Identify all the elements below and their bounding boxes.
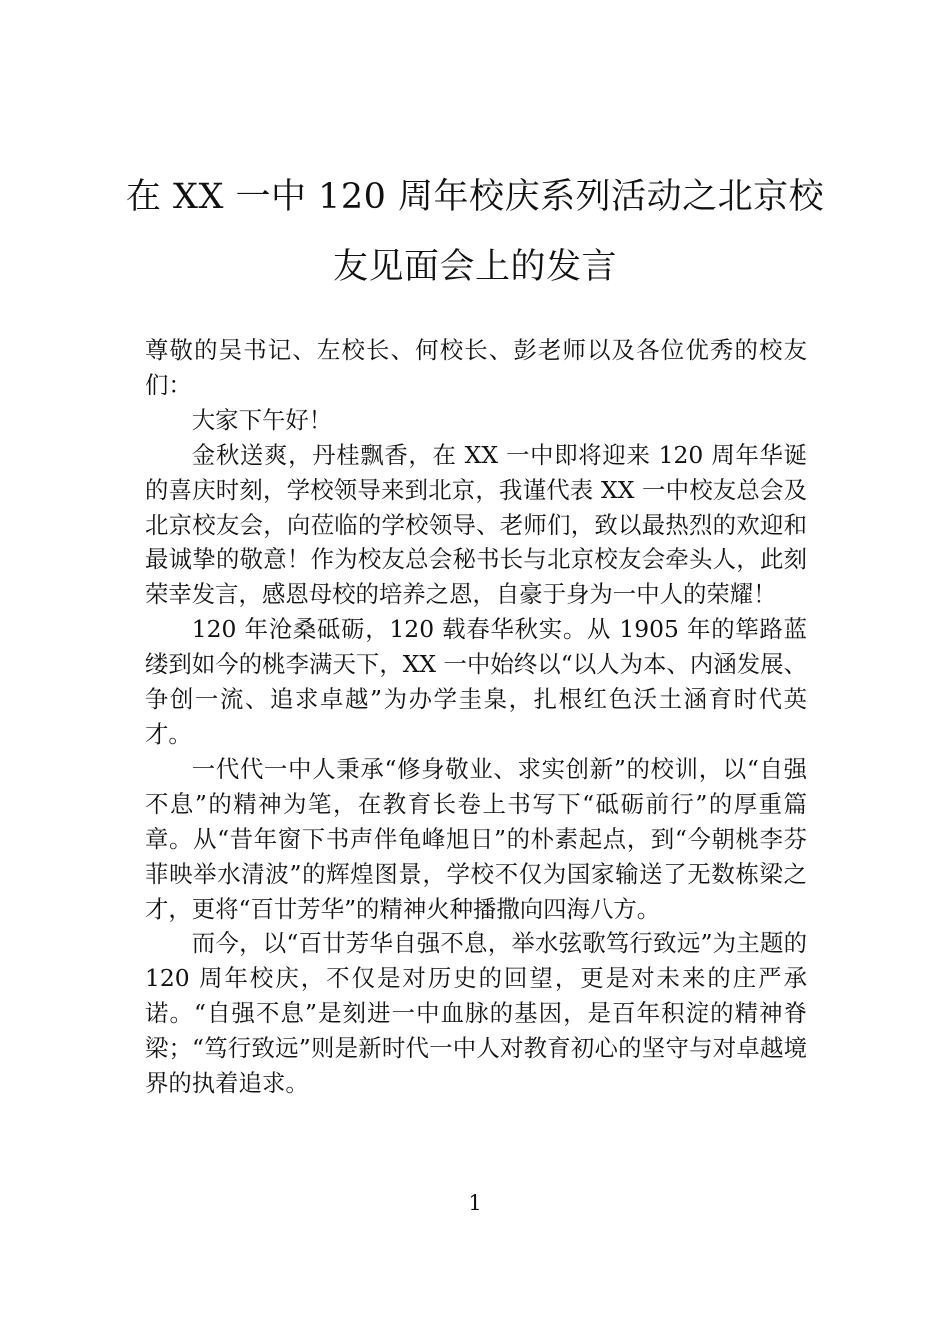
page-number: 1	[468, 1191, 482, 1215]
paragraph: 金秋送爽，丹桂飘香，在 XX 一中即将迎来 120 周年华诞的喜庆时刻，学校领导来到北京，我谨代表 XX 一中校友总会及北京校友会，向莅临的学校领导、老师们，致以最热烈的欢迎和最诚挚的敬意！作为校友总会秘书长与北京校友会牵头人，此刻荣幸发言，感恩母校的培养之恩，自豪于身为一中人的荣耀！	[145, 440, 807, 609]
document-body	[145, 333, 807, 1101]
paragraph: 一代代一中人秉承“修身敬业、求实创新”的校训，以“自强不息”的精神为笔，在教育长卷上书写下“砥砺前行”的厚重篇章。从“昔年窗下书声伴龟峰旭日”的朴素起点，到“今朝桃李芬菲映举水清波”的辉煌图景，学校不仅为国家输送了无数栋梁之才，更将“百廿芳华”的精神火种播撒向四海八方。	[145, 754, 807, 923]
paragraph: 120 年沧桑砥砺，120 载春华秋实。从 1905 年的筚路蓝缕到如今的桃李满天下，XX 一中始终以“以人为本、内涵发展、争创一流、追求卓越”为办学圭臬，扎根红色沃土涵育时代英才。	[145, 615, 807, 748]
paragraph-greeting: 大家下午好！	[191, 405, 333, 434]
title-line-1: 在 XX 一中 120 周年校庆系列活动之北京校	[125, 177, 825, 217]
title-line-2: 友见面会上的发言	[332, 247, 617, 287]
paragraph: 而今，以“百廿芳华自强不息，举水弦歌笃行致远”为主题的 120 周年校庆，不仅是对历史的回望，更是对未来的庄严承诺。“自强不息”是刻进一中血脉的基因，是百年积淀的精神脊梁；“笃行致远”则是新时代一中人对教育初心的坚守与对卓越境界的执着追求。	[145, 929, 807, 1098]
salutation: 尊敬的吴书记、左校长、何校长、彭老师以及各位优秀的校友们：	[145, 336, 807, 399]
